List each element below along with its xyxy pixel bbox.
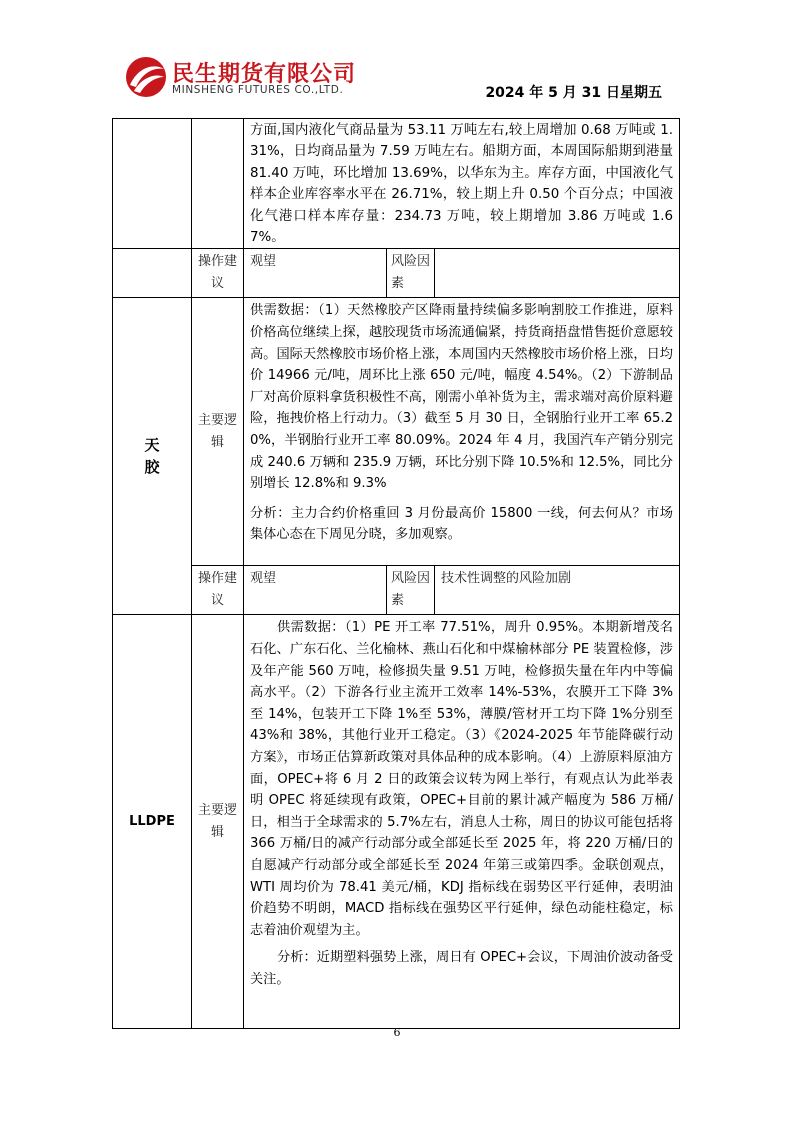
- category-lldpe: LLDPE: [113, 615, 192, 1029]
- operation-label: 操作建议: [192, 249, 244, 298]
- logic-content: [244, 119, 680, 249]
- commodity-table: [112, 118, 680, 1029]
- page-header: [0, 0, 794, 110]
- risk-value: [435, 249, 680, 298]
- lpg-logic-row: [113, 119, 680, 249]
- lpg-operation-row: [113, 249, 680, 298]
- page-number: 6: [393, 1026, 401, 1039]
- logic-label: 主要逻辑: [192, 615, 244, 1029]
- logic-content: [244, 615, 680, 1029]
- logic-label: [192, 119, 244, 249]
- rubber-operation-row: [113, 566, 680, 615]
- logic-paragraph: 方面,国内液化气商品量为 53.11 万吨左右,较上周增加 0.68 万吨或 1.31%，日均商品量为 7.59 万吨左右。船期方面，本周国际船期到港量 81.40 万吨，环比增加 13.69%，以华东为主。库存方面，中国液化气样本企业库容率水平在 26.71%，较上期上升 0.50 个百分点；中国液化气港口样本库存量：234.73 万吨，较上期增加 3.86 万吨或 1.67%。: [250, 123, 673, 246]
- logic-paragraph: 供需数据：（1）PE 开工率 77.51%，周升 0.95%。本期新增茂名石化、广东石化、兰化榆林、燕山石化和中煤榆林部分 PE 装置检修，涉及年产能 560 万吨，检修损失量 9.51 万吨，检修损失量在年内中等偏高水平。（2）下游各行业主流开工效率 14%-53%，农膜开工下降 3%至 14%，包装开工下降 1%至 53%，薄膜/管材开工均下降 1%分别至 43%和 38%，其他行业开工稳定。（3）《2024-2025 年节能降碳行动方案》，市场正估算新政策对具体品种的成本影响。（4）上游原料原油方面，OPEC+将 6 月 2 日的政策会议转为网上举行，有观点认为此举表明 OPEC 将延续现有政策，OPEC+目前的累计减产幅度为 586 万桶/日，相当于全球需求的 5.7%左右，消息人士称，周日的协议可能包括将 366 万桶/日的减产行动部分或全部延长至 2025 年，将 220 万桶/日的自愿减产行动部分或全部延长至 2024 年第三或第四季。金联创观点，WTI 周均价为 78.41 美元/桶，KDJ 指标线在弱势区平行延伸，表明油价趋势不明朗，MACD 指标线在强势区平行延伸，绿色动能柱稳定，标志着油价观望为主。: [250, 620, 673, 938]
- logo-chinese-name: 民生期货有限公司: [172, 62, 357, 87]
- logic-label: 主要逻辑: [192, 298, 244, 566]
- category-cell: [113, 119, 192, 249]
- risk-value: 技术性调整的风险加剧: [435, 566, 680, 615]
- analysis-paragraph: 分析：主力合约价格重回 3 月份最高价 15800 一线，何去何从？市场集体心态在下周见分晓，多加观察。: [250, 505, 673, 543]
- analysis-paragraph: 分析：近期塑料强势上涨，周日有 OPEC+会议，下周油价波动备受关注。: [250, 950, 673, 987]
- logo-english-name: MINSHENG FUTURES CO.,LTD.: [172, 84, 344, 96]
- operation-value: 观望: [244, 566, 387, 615]
- category-rubber: [113, 298, 192, 615]
- report-date: 2024 年 5 月 31 日星期五: [485, 85, 662, 101]
- operation-value: 观望: [244, 249, 387, 298]
- category-label: 天胶: [144, 436, 160, 477]
- operation-label: 操作建议: [192, 566, 244, 615]
- logic-content: [244, 298, 680, 566]
- minsheng-logo-icon: [124, 55, 168, 99]
- company-logo: [124, 55, 364, 101]
- logic-paragraph: 供需数据：（1）天然橡胶产区降雨量持续偏多影响割胶工作推进，原料价格高位继续上探，越胶现货市场流通偏紧，持货商捂盘惜售挺价意愿较高。国际天然橡胶市场价格上涨，本周国内天然橡胶市场价格上涨，日均价 14966 元/吨，周环比上涨 650 元/吨，幅度 4.54%。（2）下游制品厂对高价原料拿货积极性不高，刚需小单补货为主，需求端对高价原料避险，拖拽价格上行动力。（3）截至 5 月 30 日，全钢胎行业开工率 65.20%，半钢胎行业开工率 80.09%。2024 年 4 月，我国汽车产销分别完成 240.6 万辆和 235.9 万辆，环比分别下降 10.5%和 12.5%，同比分别增长 12.8%和 9.3%: [250, 303, 673, 492]
- rubber-logic-row: [113, 298, 680, 566]
- risk-label: 风险因素: [387, 566, 435, 615]
- category-cell-blank: [113, 249, 192, 298]
- lldpe-logic-row: [113, 615, 680, 1029]
- risk-label: 风险因素: [387, 249, 435, 298]
